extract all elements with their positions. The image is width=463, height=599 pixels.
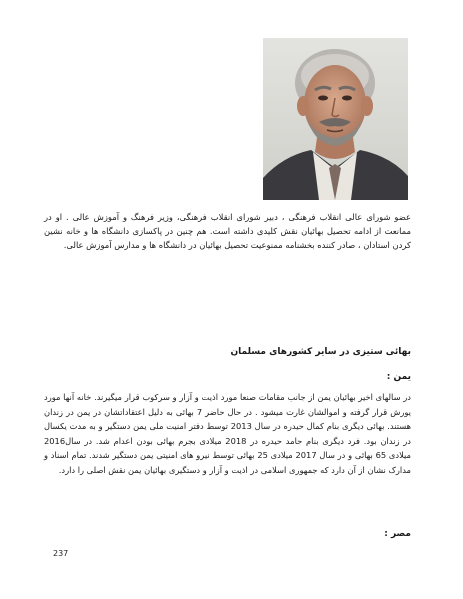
photo-caption: عضو شورای عالی انقلاب فرهنگی ، دبیر شورای انقلاب فرهنگی، وزیر فرهنگ و آموزش عالی . او در ممانعت از ادامه تحصیل بهائیان نقش کلیدی داشته است. هم چنین در پاکسازی دانشگاه ها و خانه نشین کردن استادان ، صادر کننده بخشنامه ممنوعیت تحصیل بهائیان در دانشگاه ها و مدارس آموزش عالی. — [44, 212, 411, 250]
yemen-heading: یمن : — [386, 372, 411, 382]
page-number: 237 — [53, 549, 69, 558]
egypt-heading: مصر : — [384, 529, 411, 539]
yemen-paragraph: در سالهای اخیر بهائیان یمن از جانب مقامات صنعا مورد اذیت و آزار و سرکوب قرار میگیرند. خانه آنها مورد یورش قرار گرفته و اموالشان غارت میشود . در حال حاضر 7 بهائی به دلیل اعتقاداتشان در یمن در زندان هستند. بهائی دیگری بنام کمال حیدره در سال 2013 توسط دفتر امنیت ملی یمن دستگیر و به مدت یکسال در زندان بود. فرد دیگری بنام حامد حیدره در 2018 میلادی بجرم بهائی بودن اعدام شد. در سال2016 میلادی 65 بهائی و در سال 2017 میلادی 25 بهائی توسط نیرو های امنیتی یمن دستگیر شدند. تمام اسناد و مدارک نشان از آن دارد که جمهوری اسلامی در اذیت و آزار و دستگیری بهائیان یمن نقش اصلی را دارد. — [44, 392, 411, 475]
portrait-photo — [263, 38, 408, 200]
section-heading: بهائی ستیزی در سایر کشورهای مسلمان — [230, 347, 411, 357]
